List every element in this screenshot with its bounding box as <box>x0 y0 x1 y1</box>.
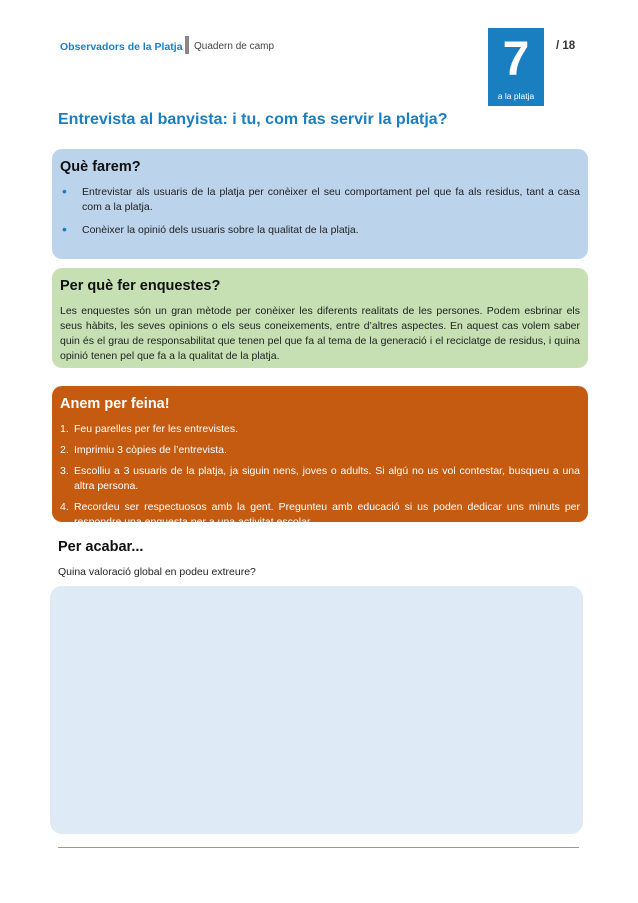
section-heading: Per què fer enquestes? <box>60 278 221 294</box>
badge-label: a la platja <box>497 91 535 101</box>
footer-divider <box>58 847 579 848</box>
step-number: 1. <box>60 423 69 435</box>
final-heading: Per acabar... <box>58 539 144 555</box>
section-anem-per-feina <box>52 386 588 528</box>
step-number: 2. <box>60 444 69 456</box>
step-text: Escolliu a 3 usuaris de la platja, ja siguin nens, joves o adults. Si algú no us vol contestar, busqueu a una altra persona. <box>74 465 580 492</box>
section-per-que-enquestes <box>52 268 588 368</box>
header-subtitle: Quadern de camp <box>194 41 275 52</box>
section-heading: Què farem? <box>60 159 141 175</box>
header-separator <box>185 36 189 54</box>
steps-list <box>60 422 580 530</box>
page-count: / 18 <box>556 40 576 52</box>
answer-area[interactable] <box>50 586 583 834</box>
step-number: 3. <box>60 465 69 477</box>
section-heading: Anem per feina! <box>60 396 170 412</box>
list-item <box>60 500 580 530</box>
badge-number: 7 <box>502 33 530 86</box>
final-question: Quina valoració global en podeu extreure? <box>58 566 256 578</box>
step-text: Recordeu ser respectuosos amb la gent. Pregunteu amb educació si us poden dedicar uns minuts per respondre una enquesta per a una activitat escolar. <box>74 501 580 528</box>
list-item <box>60 443 580 458</box>
objectives-list <box>60 185 580 238</box>
list-item <box>60 464 580 494</box>
step-text: Feu parelles per fer les entrevistes. <box>74 423 238 435</box>
unit-badge <box>488 28 544 106</box>
list-item: • Entrevistar als usuaris de la platja per conèixer el seu comportament pel que fa als residus, tant a casa com a la platja. <box>60 185 580 215</box>
section-que-farem <box>52 149 588 259</box>
brand-name: Observadors de la Platja <box>60 41 183 53</box>
step-text: Imprimiu 3 còpies de l’entrevista. <box>74 444 227 456</box>
list-item: • Conèixer la opinió dels usuaris sobre la qualitat de la platja. <box>60 223 580 238</box>
page-header <box>0 0 638 110</box>
section-text: Les enquestes són un gran mètode per conèixer les diferents realitats de les persones. Podem esbrinar els seus hàbits, les seves opinions o els seus coneixements, entre d’altres aspectes. En aquest cas volem saber quin és el grau de responsabilitat que tenen pel que fa al tema de la generació i el reciclatge de residus, i quina opinió tenen pel que fa a la qualitat de la platja. <box>60 305 580 362</box>
list-item <box>60 422 580 437</box>
page-title: Entrevista al banyista: i tu, com fas servir la platja? <box>58 111 448 128</box>
step-number: 4. <box>60 501 69 513</box>
